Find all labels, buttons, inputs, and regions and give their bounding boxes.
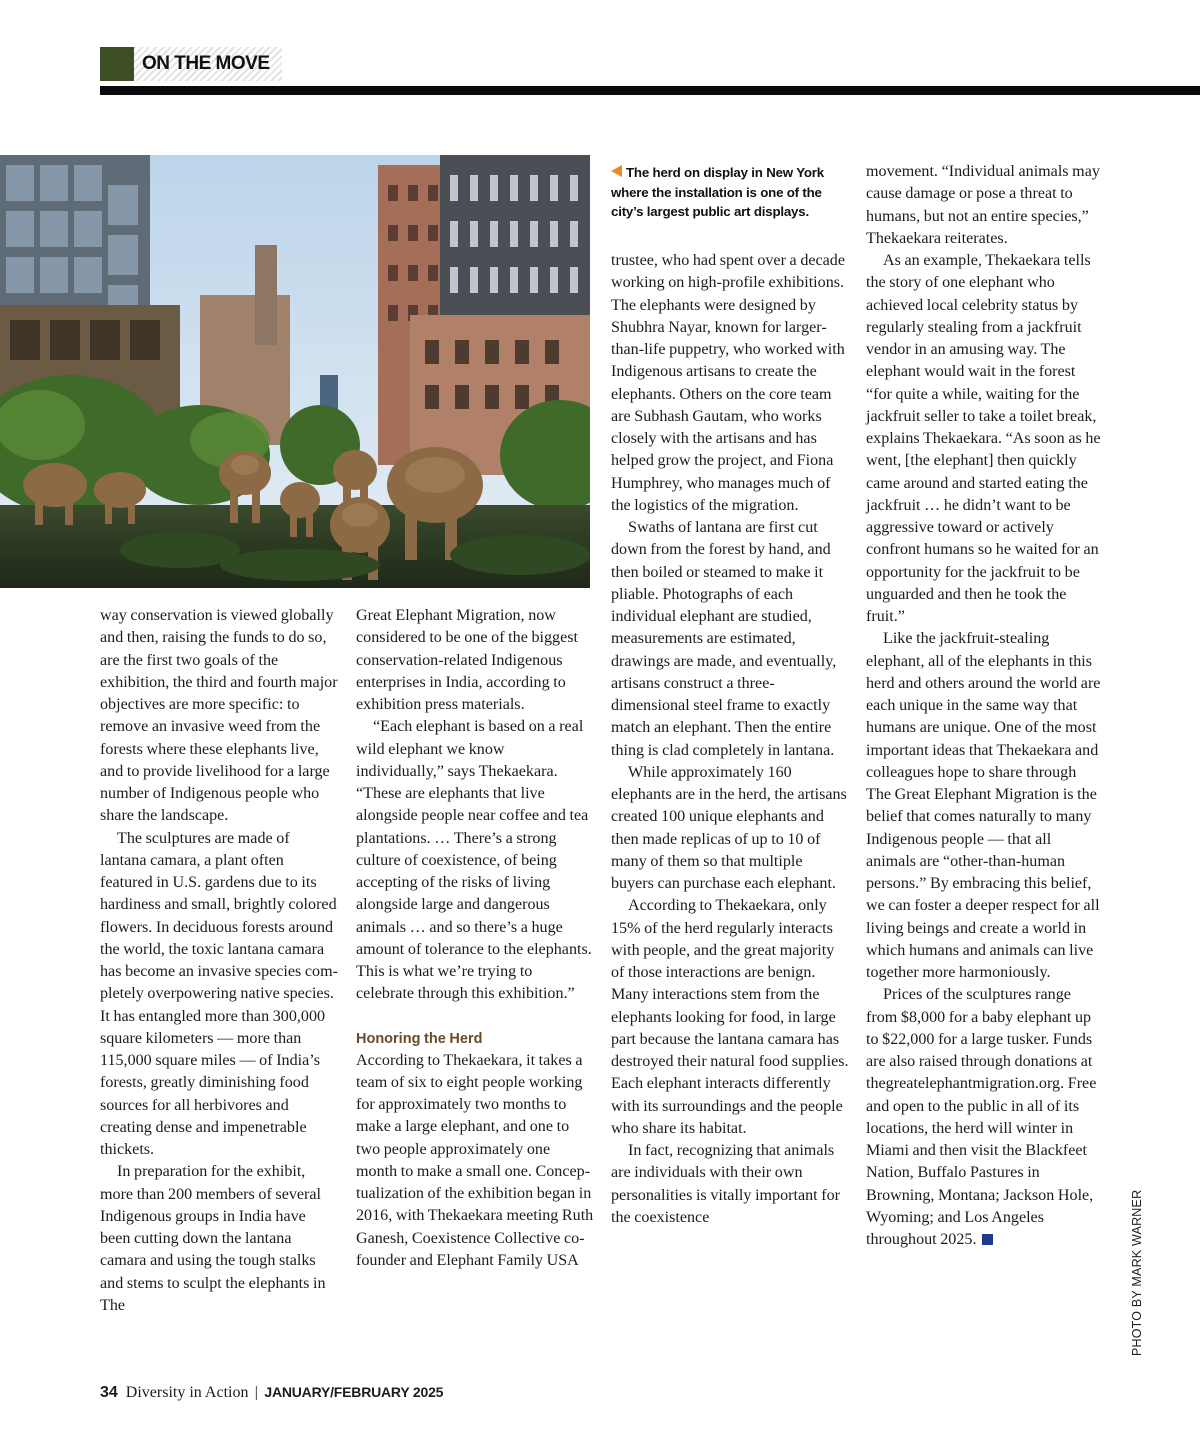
paragraph: According to Thekaekara, only 15% of the herd regularly interacts with people, and the great majority of those interactions are benign. Many interactions stem from the elephants looking for food, in large part because the lantana camara has destroyed their natural food supplies. Each elephant interacts differently with its surroundings and the people who share its habitat. (611, 897, 849, 1137)
article-column-2 (356, 605, 594, 1272)
paragraph: movement. “Individual animals may cause damage or pose a threat to humans, but not an entire species,” Thekaekara reiterates. (866, 163, 1100, 247)
paragraph: In preparation for the exhibit, more than 200 members of several Indigenous groups in India have been cutting down the lantana camara and using the tough stalks and stems to sculpt the elephants in The (100, 1163, 326, 1314)
paragraph: While approximately 160 elephants are in the herd, the artisans created 100 unique elephants and then made replicas of up to 10 of many of them so that multiple buyers can purchase each elephant. (611, 763, 847, 892)
paragraph: As an example, Thekaekara tells the story of one elephant who achieved local celebrity status by regularly stealing from a jackfruit vendor in an amusing way. The elephant would wait in the forest “for quite a while, waiting for the jackfruit seller to take a toilet break, explains Thekaekara. “As soon as he went, [the elephant] then quickly came around and started eating the jackfruit … he didn’t want to be aggressive toward or actively confront humans so he waited for an opportunity for the jackfruit to be unguarded and then he took the fruit.” (866, 252, 1101, 625)
article-column-4 (866, 161, 1104, 1251)
section-tag (100, 47, 282, 81)
article-column-3 (611, 250, 849, 1229)
article-column-1 (100, 605, 338, 1317)
caption-arrow-icon (611, 165, 622, 177)
photo-credit: PHOTO BY MARK WARNER (1130, 1189, 1144, 1356)
paragraph: trustee, who had spent over a decade working on high-profile exhibitions. The elephants were designed by Shubhra Nayar, known for larger-than-life puppetry, who worked with Indigenous artisans to create the elephants. Others on the core team are Subhash Gautam, who works closely with the artisans and has helped grow the project, and Fiona Humphrey, who manages much of the logistics of the migration. (611, 252, 845, 514)
paragraph: In fact, recognizing that animals are individuals with their own personalities is vitally important for the coexistence (611, 1142, 841, 1226)
elephant-herd-photo (0, 155, 590, 588)
subheading: Honoring the Herd (356, 1030, 483, 1047)
paragraph: Great Elephant Migration, now considered to be one of the biggest conservation-related Indigenous enterprises in India, according to exhibition press materials. (356, 607, 578, 713)
section-accent-square (100, 47, 134, 81)
paragraph-text: Prices of the sculptures range from $8,000 for a baby elephant up to $22,000 for a large tusker. Funds are also raised through donations at thegreatelephantmigration.org. Free and open to the public in all of its locations, the herd will winter in Miami and then visit the Blackfeet Nation, Buffalo Pastures in Browning, Montana; Jackson Hole, Wyoming; and Los Angeles throughout 2025. (866, 986, 1097, 1248)
paragraph: “Each elephant is based on a real wild elephant we know individually,” says Thekaekara. “These are elephants that live alongside people near coffee and tea plantations. … There’s a strong culture of coexistence, of being accepting of the risks of living alongside large and dangerous animals … and so there’s a huge amount of tolerance to the elephants. This is what we’re trying to celebrate through this exhibition.” (356, 718, 592, 1003)
publication-name: Diversity in Action (125, 1384, 249, 1401)
end-mark-icon (982, 1234, 993, 1245)
paragraph: Like the jackfruit-stealing elephant, all of the elephants in this herd and others around the world are each unique in the same way that humans are unique. One of the most important ideas that Thekaekara and colleagues hope to share through The Great Elephant Migration is the belief that comes naturally to many Indigenous people — that all animals are “other-than-human persons.” By embracing this belief, we can foster a deeper respect for all living beings and create a world in which humans and animals can live together more harmoniously. (866, 630, 1101, 981)
paragraph: The sculptures are made of lantana camara, a plant often featured in U.S. gardens due to its hardiness and small, brightly colored flowers. In deciduous forests around the world, the toxic lantana camara has become an invasive species completely overpowering native species. It has entangled more than 300,000 square kilometers — more than 115,000 square miles — of India’s forests, greatly diminishing food sources for all herbivores and creating dense and impenetrable thickets. (100, 829, 338, 1158)
section-label: ON THE MOVE (134, 47, 282, 81)
paragraph-final (866, 984, 1104, 1251)
paragraph: way conservation is viewed globally and then, raising the funds to do so, are the first two goals of the exhibition, the third and fourth major objectives are more specific: to remove an invasive weed from the forests where these elephants live, and to provide livelihood for a large number of Indigenous people who share the landscape. (100, 607, 338, 825)
issue-date: JANUARY/FEBRUARY 2025 (264, 1384, 444, 1400)
page-number: 34 (100, 1384, 118, 1401)
caption-text: The herd on display in New York where the installation is one of the city’s largest public art displays. (611, 165, 824, 219)
footer-separator: | (254, 1384, 259, 1401)
photo-caption (611, 163, 836, 222)
paragraph: According to Thekaekara, it takes a team of six to eight people working for approximately two months to make a large elephant, and one to two people approximately one month to make a small one. Conceptualization of the exhibition began in 2016, with Thekaekara meeting Ruth Ganesh, Coexistence Collective co-founder and Elephant Family USA (356, 1051, 594, 1269)
paragraph: Swaths of lantana are first cut down from the forest by hand, and then boiled or steamed to make it pliable. Photographs of each individual elephant are studied, measurements are estimated, drawings are made, and eventually, artisans construct a three-dimensional steel frame to exactly match an elephant. Then the entire thing is clad completely in lantana. (611, 519, 837, 759)
header-rule (100, 86, 1200, 95)
page-footer (100, 1384, 443, 1402)
